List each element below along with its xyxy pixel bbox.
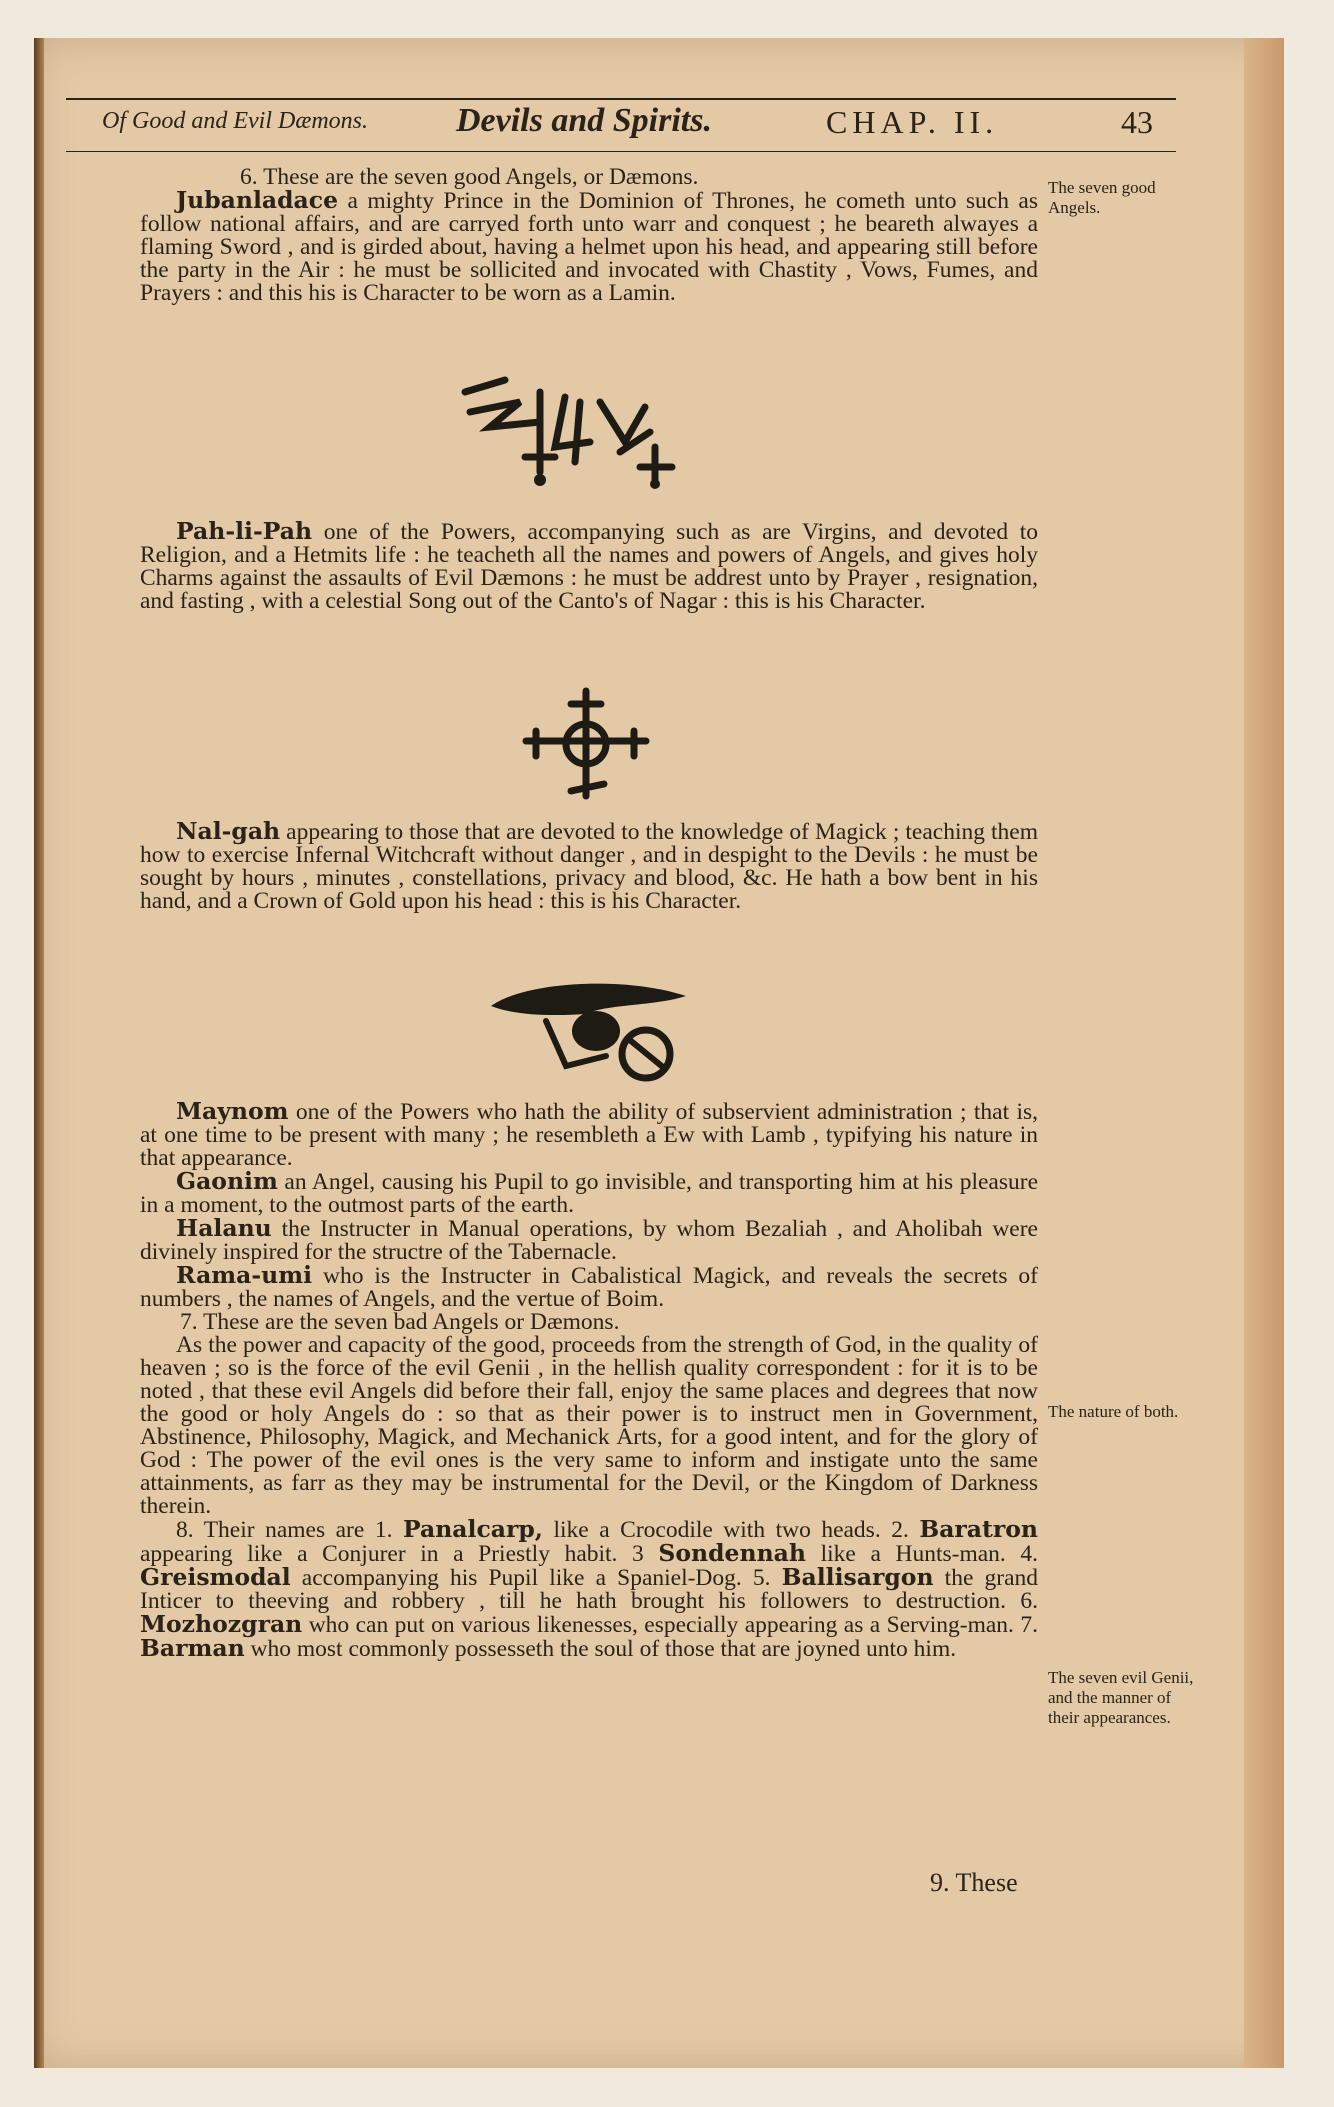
entry-text: one of the Powers who hath the ability of subservient administration ; that is, at one time to be present with many ; he resembleth a Ew with Lamb , typifying his nature in that appearance. bbox=[140, 1099, 1039, 1171]
item-desc: who can put on various likenesses, especially appearing as a Serving-man. bbox=[302, 1612, 1021, 1638]
section6-heading: 6. These are the seven good Angels, or Dæmons. bbox=[240, 164, 699, 190]
header-left-title: Of Good and Evil Dæmons. bbox=[102, 108, 368, 134]
item-name: Greismodal bbox=[140, 1563, 291, 1591]
entry-name: Nal-gah bbox=[176, 817, 281, 845]
entry-halanu bbox=[140, 1214, 1038, 1265]
entry-text: who is the Instructer in Cabalistical Magick, and reveals the secrets of numbers , the names of Angels, and the vertue of Boim. bbox=[140, 1263, 1039, 1312]
jubanladace-sigil bbox=[450, 372, 700, 492]
entry-name: Maynom bbox=[176, 1097, 289, 1125]
item-number: 3 bbox=[632, 1541, 659, 1567]
entry-text: one of the Powers, accompanying such as are Virgins, and devoted to Religion, and a Hetmits life : he teacheth all the names and powers of Angels, and gives holy Charms against the assaults of Evil Dæmons : he must be addrest unto by Prayer , resignation, and fasting , with a celestial Song out of the Canto's of Nagar : this is his Character. bbox=[140, 519, 1039, 614]
margin-note-nature: The nature of both. bbox=[1048, 1402, 1179, 1421]
item-desc: like a Hunts-man. bbox=[806, 1541, 1021, 1567]
item-name: Mozhozgran bbox=[140, 1610, 303, 1638]
margin-note-good-angels: The seven good Angels. bbox=[1048, 178, 1156, 217]
margin-note-evil-genii: The seven evil Genii, and the manner of their appearances. bbox=[1048, 1668, 1194, 1727]
item-number: 7. bbox=[1020, 1612, 1038, 1638]
entry-text: the Instructer in Manual operations, by whom Bezaliah , and Aholibah were divinely inspired for the structre of the Tabernacle. bbox=[140, 1216, 1038, 1265]
item-name: Sondennah bbox=[658, 1539, 806, 1567]
item-desc: like a Crocodile with two heads. bbox=[542, 1517, 892, 1543]
entry-name: Gaonim bbox=[176, 1167, 278, 1195]
entry-text: an Angel, causing his Pupil to go invisible, and transporting him at his pleasure in a moment, to the outmost parts of the earth. bbox=[140, 1169, 1038, 1218]
section8-list bbox=[140, 1515, 1039, 1662]
entry-name: Pah-li-Pah bbox=[176, 517, 313, 545]
header-rule-bottom bbox=[66, 151, 1176, 152]
nalgah-block bbox=[140, 817, 1038, 914]
item-number: 4. bbox=[1020, 1541, 1038, 1567]
section8-lead: 8. Their names are bbox=[176, 1517, 365, 1543]
pahlipah-sigil bbox=[516, 686, 656, 806]
item-desc: appearing like a Conjurer in a Priestly habit. bbox=[140, 1541, 633, 1567]
item-number: 2. bbox=[891, 1517, 920, 1543]
evil-genius-item bbox=[375, 1517, 891, 1543]
pahlipah-block bbox=[140, 517, 1039, 614]
item-name: Ballisargon bbox=[781, 1563, 934, 1591]
entry-name: Halanu bbox=[176, 1214, 272, 1242]
item-name: Baratron bbox=[919, 1515, 1039, 1543]
header-center-title: Devils and Spirits. bbox=[456, 102, 712, 139]
page-number: 43 bbox=[1121, 104, 1153, 140]
section7-heading: 7. These are the seven bad Angels or Dæmons. bbox=[180, 1309, 620, 1335]
item-desc: accompanying his Pupil like a Spaniel-Dog. bbox=[290, 1565, 753, 1591]
item-name: Barman bbox=[140, 1634, 245, 1662]
header-chapter: CHAP. II. bbox=[826, 104, 999, 140]
entry-name: Rama-umi bbox=[176, 1261, 313, 1289]
item-number: 6. bbox=[1020, 1588, 1038, 1614]
entry-maynom bbox=[140, 1097, 1039, 1171]
powers-block bbox=[140, 1097, 1039, 1662]
item-name: Panalcarp, bbox=[402, 1515, 543, 1543]
entry-nalgah bbox=[140, 817, 1038, 914]
item-number: 5. bbox=[752, 1565, 782, 1591]
jubanladace-block bbox=[140, 166, 1038, 305]
header-rule-top bbox=[66, 98, 1176, 100]
entry-text: a mighty Prince in the Dominion of Thrones, he cometh unto such as follow national affairs, and are carryed forth unto warr and conquest ; he beareth alwayes a flaming Sword , and is girded about, having a helmet upon his head, and appearing still before the party in the Air : he must be sollicited and invocated with Chastity , Vows, Fumes, and Prayers : and this his is Character to be worn as a Lamin. bbox=[140, 188, 1038, 306]
page-edge bbox=[1244, 38, 1284, 2068]
item-desc: the grand Inticer to theeving and robbery , till he hath brought his followers to destruction. bbox=[140, 1565, 1039, 1614]
page-gutter bbox=[34, 38, 44, 2068]
item-desc: who most commonly possesseth the soul of those that are joyned unto him. bbox=[244, 1636, 957, 1662]
entry-ramaumi bbox=[140, 1261, 1039, 1312]
entry-gaonim bbox=[140, 1167, 1038, 1218]
entry-name: Jubanladace bbox=[176, 186, 339, 214]
section7-body: As the power and capacity of the good, proceeds from the strength of God, in the quality of heaven ; so is the force of the evil Genii , in the hellish quality correspondent : for it is to be noted , that these evil Angels did before their fall, enjoy the same places and degrees that now the good or holy Angels do : so that as their power is to instruct men in Government, Abstinence, Philosophy, Magick, and Mechanick Arts, for a good intent, and for the glory of God : The power of the evil ones is the very same to inform and instigate unto the same attainments, as farr as they may be instrumental for the Devil, or the Kingdom of Darkness therein. bbox=[140, 1332, 1038, 1519]
running-header bbox=[66, 66, 1176, 156]
entry-pahlipah bbox=[140, 517, 1039, 614]
entry-text: appearing to those that are devoted to the knowledge of Magick ; teaching them how to exercise Infernal Witchcraft without danger , and in despight to the Devils : he must be sought by hours , minutes , constellations, privacy and blood, &c. He hath a bow bent in his hand, and a Crown of Gold upon his head : this is his Character. bbox=[140, 819, 1038, 914]
catchword: 9. These bbox=[930, 1868, 1018, 1897]
entry-jubanladace bbox=[140, 186, 1038, 306]
nalgah-sigil bbox=[486, 976, 716, 1088]
item-number: 1. bbox=[374, 1517, 403, 1543]
